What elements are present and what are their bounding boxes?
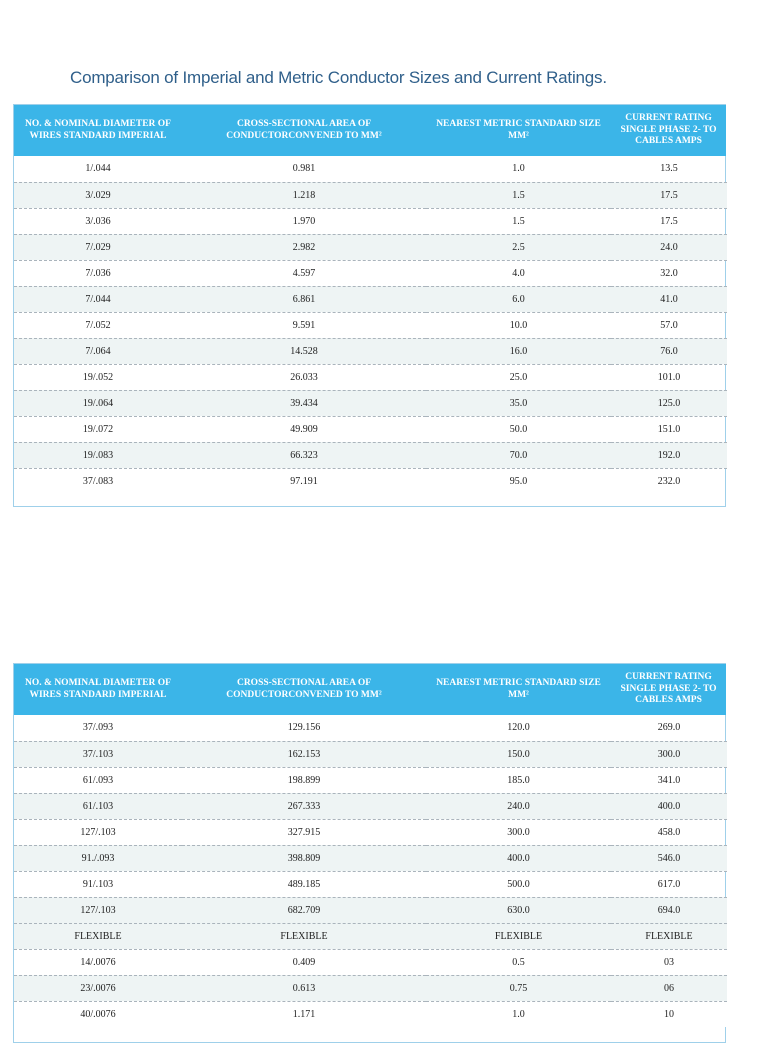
current-rating-cell: 17.5 [611, 208, 727, 234]
table-row [14, 741, 727, 767]
cross-sectional-area-cell: 1.218 [182, 182, 426, 208]
imperial-size-cell: 7/.036 [14, 260, 182, 286]
imperial-size-cell: 7/.044 [14, 286, 182, 312]
metric-size-cell: 2.5 [426, 234, 611, 260]
header-current-rating: CURRENT RATING SINGLE PHASE 2- TO CABLES AMPS [611, 664, 727, 715]
table-row [14, 416, 727, 442]
current-rating-cell: 458.0 [611, 819, 727, 845]
metric-size-cell: 25.0 [426, 364, 611, 390]
cross-sectional-area-cell: 14.528 [182, 338, 426, 364]
metric-size-cell: 35.0 [426, 390, 611, 416]
table-row [14, 923, 727, 949]
metric-size-cell: 0.75 [426, 975, 611, 1001]
current-rating-cell: 546.0 [611, 845, 727, 871]
header-nearest-metric-size: NEAREST METRIC STANDARD SIZE MM² [426, 105, 611, 156]
metric-size-cell: 4.0 [426, 260, 611, 286]
metric-size-cell: 150.0 [426, 741, 611, 767]
cross-sectional-area-cell: 26.033 [182, 364, 426, 390]
metric-size-cell: 500.0 [426, 871, 611, 897]
cross-sectional-area-cell: 39.434 [182, 390, 426, 416]
metric-size-cell: 70.0 [426, 442, 611, 468]
imperial-size-cell: 61/.093 [14, 767, 182, 793]
table-row [14, 338, 727, 364]
current-rating-cell: 41.0 [611, 286, 727, 312]
metric-size-cell: FLEXIBLE [426, 923, 611, 949]
current-rating-cell: 24.0 [611, 234, 727, 260]
metric-size-cell: 630.0 [426, 897, 611, 923]
header-cross-sectional-area: CROSS-SECTIONAL AREA OF CONDUCTORCONVENED TO MM² [182, 105, 426, 156]
imperial-size-cell: 37/.093 [14, 715, 182, 741]
imperial-size-cell: 7/.029 [14, 234, 182, 260]
table-row [14, 468, 727, 494]
metric-size-cell: 0.5 [426, 949, 611, 975]
current-rating-cell: 06 [611, 975, 727, 1001]
cross-sectional-area-cell: FLEXIBLE [182, 923, 426, 949]
current-rating-cell: 151.0 [611, 416, 727, 442]
current-rating-cell: 13.5 [611, 156, 727, 182]
cross-sectional-area-cell: 0.613 [182, 975, 426, 1001]
imperial-size-cell: 91/.103 [14, 871, 182, 897]
metric-size-cell: 400.0 [426, 845, 611, 871]
imperial-size-cell: 7/.064 [14, 338, 182, 364]
metric-size-cell: 6.0 [426, 286, 611, 312]
current-rating-cell: 617.0 [611, 871, 727, 897]
table-row [14, 897, 727, 923]
current-rating-cell: 300.0 [611, 741, 727, 767]
current-rating-cell: FLEXIBLE [611, 923, 727, 949]
metric-size-cell: 10.0 [426, 312, 611, 338]
cross-sectional-area-cell: 489.185 [182, 871, 426, 897]
metric-size-cell: 1.0 [426, 156, 611, 182]
conductor-table-1 [13, 104, 726, 507]
table-row [14, 234, 727, 260]
imperial-size-cell: 37/.103 [14, 741, 182, 767]
current-rating-cell: 192.0 [611, 442, 727, 468]
table-row [14, 871, 727, 897]
metric-size-cell: 300.0 [426, 819, 611, 845]
header-imperial-size: NO. & NOMINAL DIAMETER OF WIRES STANDARD IMPERIAL [14, 664, 182, 715]
current-rating-cell: 76.0 [611, 338, 727, 364]
imperial-size-cell: FLEXIBLE [14, 923, 182, 949]
cross-sectional-area-cell: 327.915 [182, 819, 426, 845]
current-rating-cell: 400.0 [611, 793, 727, 819]
metric-size-cell: 1.0 [426, 1001, 611, 1027]
cross-sectional-area-cell: 198.899 [182, 767, 426, 793]
imperial-size-cell: 1/.044 [14, 156, 182, 182]
cross-sectional-area-cell: 398.809 [182, 845, 426, 871]
metric-size-cell: 16.0 [426, 338, 611, 364]
imperial-size-cell: 7/.052 [14, 312, 182, 338]
cross-sectional-area-cell: 267.333 [182, 793, 426, 819]
current-rating-cell: 125.0 [611, 390, 727, 416]
current-rating-cell: 269.0 [611, 715, 727, 741]
cross-sectional-area-cell: 6.861 [182, 286, 426, 312]
imperial-size-cell: 127/.103 [14, 897, 182, 923]
current-rating-cell: 694.0 [611, 897, 727, 923]
imperial-size-cell: 37/.083 [82, 475, 114, 487]
cross-sectional-area-cell: 129.156 [182, 715, 426, 741]
metric-size-cell: 95.0 [509, 475, 528, 487]
header-cross-sectional-area: CROSS-SECTIONAL AREA OF CONDUCTORCONVENED TO MM² [182, 664, 426, 715]
header-imperial-size: NO. & NOMINAL DIAMETER OF WIRES STANDARD IMPERIAL [14, 105, 182, 156]
current-rating-cell: 232.0 [657, 475, 681, 487]
imperial-size-cell: 3/.029 [14, 182, 182, 208]
conductor-table-2 [13, 663, 726, 1043]
table-row [14, 364, 727, 390]
table-header-row [14, 105, 727, 156]
current-rating-cell: 101.0 [611, 364, 727, 390]
imperial-size-cell: 3/.036 [14, 208, 182, 234]
table-row [14, 260, 727, 286]
page-title: Comparison of Imperial and Metric Conductor Sizes and Current Ratings. [70, 68, 607, 87]
imperial-size-cell: 19/.052 [14, 364, 182, 390]
cross-sectional-area-cell: 4.597 [182, 260, 426, 286]
current-rating-cell: 17.5 [611, 182, 727, 208]
cross-sectional-area-cell: 0.981 [182, 156, 426, 182]
table-row [14, 390, 727, 416]
table-row [14, 767, 727, 793]
metric-size-cell: 185.0 [426, 767, 611, 793]
imperial-size-cell: 91./.093 [14, 845, 182, 871]
metric-size-cell: 240.0 [426, 793, 611, 819]
table-row [14, 975, 727, 1001]
table-row [14, 312, 727, 338]
cross-sectional-area-cell: 1.970 [182, 208, 426, 234]
cross-sectional-area-cell: 2.982 [182, 234, 426, 260]
metric-size-cell: 1.5 [426, 208, 611, 234]
table-row [14, 949, 727, 975]
cross-sectional-area-cell: 682.709 [182, 897, 426, 923]
table-row [14, 793, 727, 819]
cross-sectional-area-cell: 162.153 [182, 741, 426, 767]
imperial-size-cell: 40/.0076 [14, 1001, 182, 1027]
cross-sectional-area-cell: 97.191 [290, 475, 318, 487]
cross-sectional-area-cell: 9.591 [182, 312, 426, 338]
imperial-size-cell: 61/.103 [14, 793, 182, 819]
cross-sectional-area-cell: 0.409 [182, 949, 426, 975]
current-rating-cell: 341.0 [611, 767, 727, 793]
header-current-rating: CURRENT RATING SINGLE PHASE 2- TO CABLES AMPS [611, 105, 727, 156]
imperial-size-cell: 23/.0076 [14, 975, 182, 1001]
imperial-size-cell: 19/.083 [14, 442, 182, 468]
cross-sectional-area-cell: 66.323 [182, 442, 426, 468]
current-rating-cell: 10 [611, 1001, 727, 1027]
imperial-size-cell: 19/.064 [14, 390, 182, 416]
current-rating-cell: 57.0 [611, 312, 727, 338]
cross-sectional-area-cell: 1.171 [182, 1001, 426, 1027]
header-nearest-metric-size: NEAREST METRIC STANDARD SIZE MM² [426, 664, 611, 715]
table-row [14, 715, 727, 741]
table-row [14, 182, 727, 208]
table-row [14, 156, 727, 182]
table-row [14, 286, 727, 312]
imperial-size-cell: 127/.103 [14, 819, 182, 845]
metric-size-cell: 1.5 [426, 182, 611, 208]
table-row [14, 819, 727, 845]
imperial-size-cell: 19/.072 [14, 416, 182, 442]
table-body [14, 156, 727, 494]
table-header-row [14, 664, 727, 715]
metric-size-cell: 120.0 [426, 715, 611, 741]
table-row [14, 442, 727, 468]
table-row [14, 208, 727, 234]
table-body [14, 715, 727, 1027]
imperial-size-cell: 14/.0076 [14, 949, 182, 975]
current-rating-cell: 03 [611, 949, 727, 975]
table-row [14, 845, 727, 871]
cross-sectional-area-cell: 49.909 [182, 416, 426, 442]
current-rating-cell: 32.0 [611, 260, 727, 286]
metric-size-cell: 50.0 [426, 416, 611, 442]
table-row [14, 1001, 727, 1027]
